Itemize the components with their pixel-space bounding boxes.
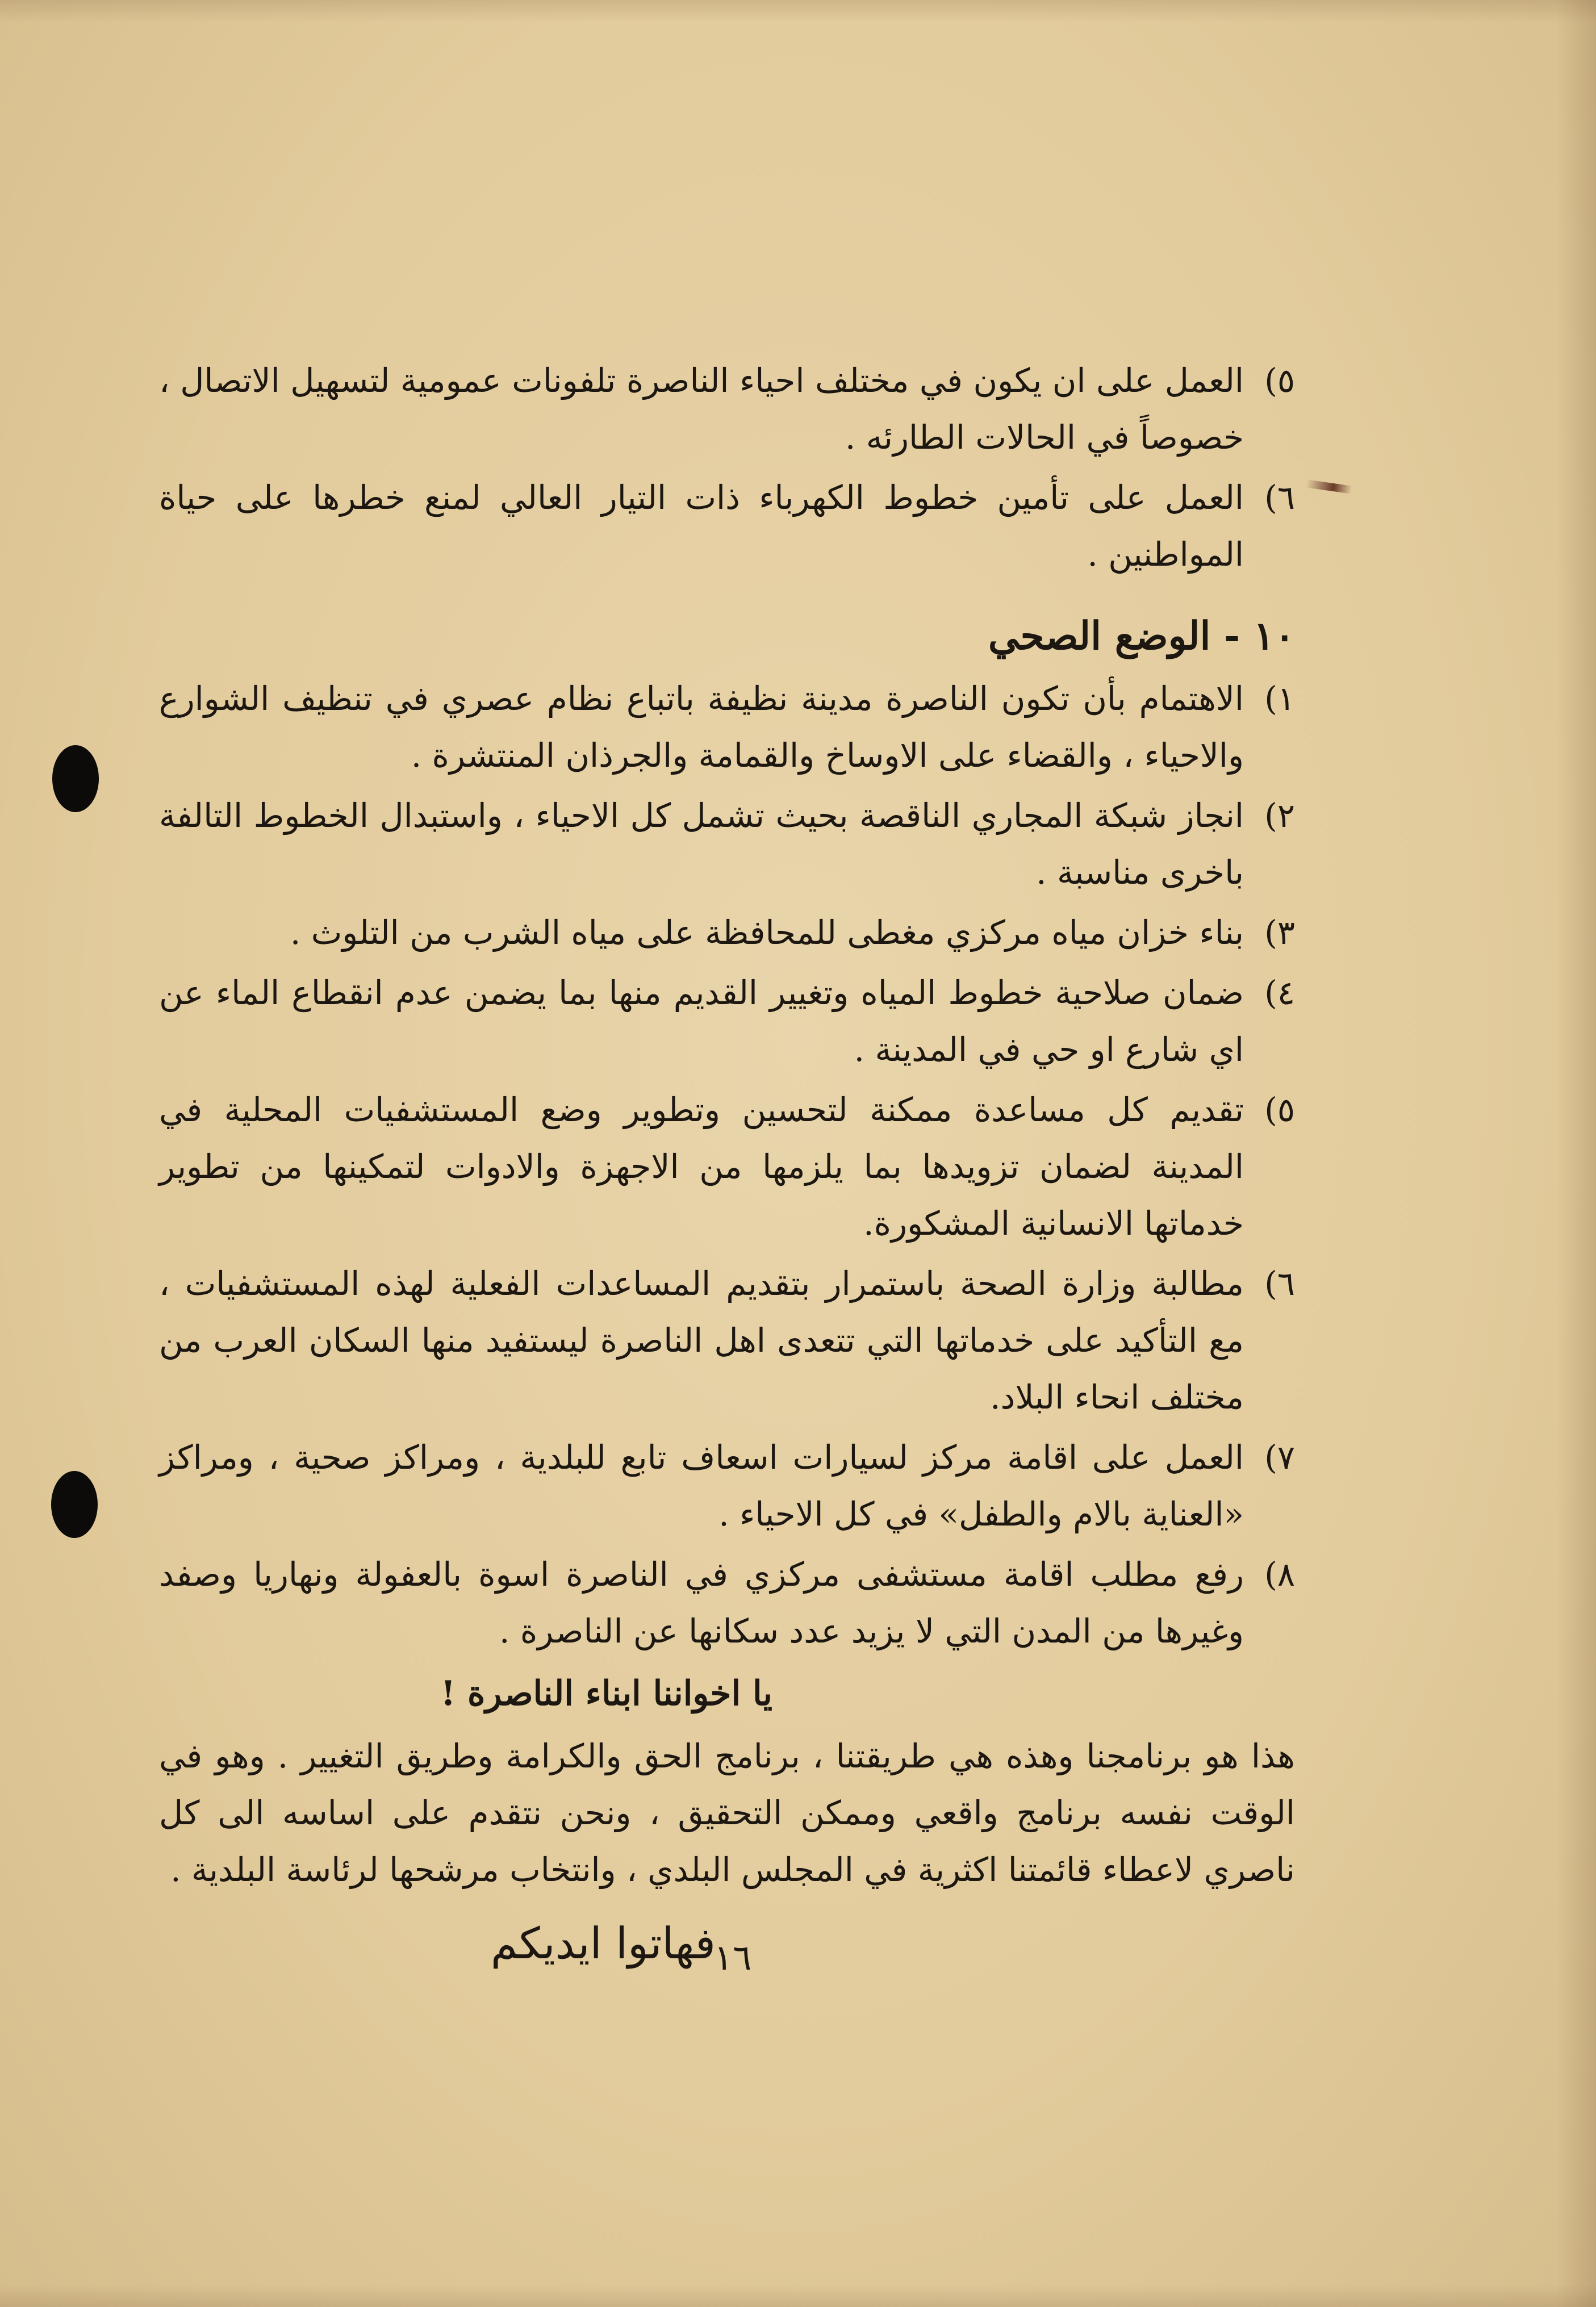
list-item [159,787,1295,901]
item-number: ٨) [1264,1555,1295,1594]
list-item [159,670,1295,784]
item-number: ٢) [1264,796,1295,835]
list-item [159,1429,1295,1543]
item-number: ١) [1264,679,1295,718]
item-text: العمل على تأمين خطوط الكهرباء ذات التيار العالي لمنع خطرها على حياة المواطنين . [159,478,1244,574]
item-number: ٧) [1264,1438,1295,1477]
list-item [159,964,1295,1078]
punch-hole-bottom [51,1471,98,1538]
document-body [159,352,1295,1972]
item-text: بناء خزان مياه مركزي مغطى للمحافظة على مياه الشرب من التلوث . [290,913,1244,952]
list-item [159,1081,1295,1252]
item-number: ٤) [1264,973,1295,1012]
signoff-text: فهاتوا ايديكم [490,1918,716,1969]
list-item [159,904,1295,961]
margin-mark [1306,480,1352,494]
paper-edge-right [1556,0,1596,2307]
item-text: العمل على اقامة مركز لسيارات اسعاف تابع للبلدية ، ومراكز صحية ، ومراكز «العناية بالام والطفل» في كل الاحياء . [159,1438,1244,1533]
list-item [159,1255,1295,1426]
item-text: انجاز شبكة المجاري الناقصة بحيث تشمل كل الاحياء ، واستبدال الخطوط التالفة باخرى مناسبة . [159,796,1244,892]
appeal-heading: يا اخواننا ابناء الناصرة ! [440,1674,772,1713]
item-text: مطالبة وزارة الصحة باستمرار بتقديم المساعدات الفعلية لهذه المستشفيات ، مع التأكيد على خدماتها التي تتعدى اهل الناصرة ليستفيد منها السكان العرب من مختلف انحاء البلاد. [159,1264,1244,1416]
list-item [159,469,1295,583]
item-text: الاهتمام بأن تكون الناصرة مدينة نظيفة باتباع نظام عصري في تنظيف الشوارع والاحياء ، والقضاء على الاوساخ والقمامة والجرذان المنتشرة . [159,679,1244,775]
list-item [159,352,1295,466]
page-number: ١٦ [713,1937,752,1978]
paper-edge-bottom [0,2284,1596,2307]
item-number: ٦) [1264,478,1295,517]
section-heading: ١٠ - الوضع الصحي [988,613,1295,659]
item-text: تقديم كل مساعدة ممكنة لتحسين وتطوير وضع المستشفيات المحلية في المدينة لضمان تزويدها بما يلزمها من الاجهزة والادوات لتمكينها من تطوير خدماتها الانسانية المشكورة. [159,1090,1244,1243]
item-text: رفع مطلب اقامة مستشفى مركزي في الناصرة اسوة بالعفولة ونهاريا وصفد وغيرها من المدن التي لا يزيد عدد سكانها عن الناصرة . [159,1555,1244,1650]
item-number: ٥) [1264,1090,1295,1129]
item-number: ٥) [1264,361,1295,400]
item-number: ٣) [1264,913,1295,952]
closing-paragraph: هذا هو برنامجنا وهذه هي طريقتنا ، برنامج الحق والكرامة وطريق التغيير . وهو في الوقت نفسه برنامج واقعي وممكن التحقيق ، ونحن نتقدم على اساسه الى كل ناصري لاعطاء قائمتنا اكثرية في المجلس البلدي ، وانتخاب مرشحها لرئاسة البلدية . [159,1737,1295,1889]
item-text: العمل على ان يكون في مختلف احياء الناصرة تلفونات عمومية لتسهيل الاتصال ، خصوصاً في الحالات الطارئه . [159,361,1244,457]
item-number: ٦) [1264,1264,1295,1303]
punch-hole-top [52,745,99,812]
item-text: ضمان صلاحية خطوط المياه وتغيير القديم منها بما يضمن عدم انقطاع الماء عن اي شارع او حي في المدينة . [159,973,1244,1069]
list-item [159,1546,1295,1660]
paper-edge-top [0,0,1596,23]
